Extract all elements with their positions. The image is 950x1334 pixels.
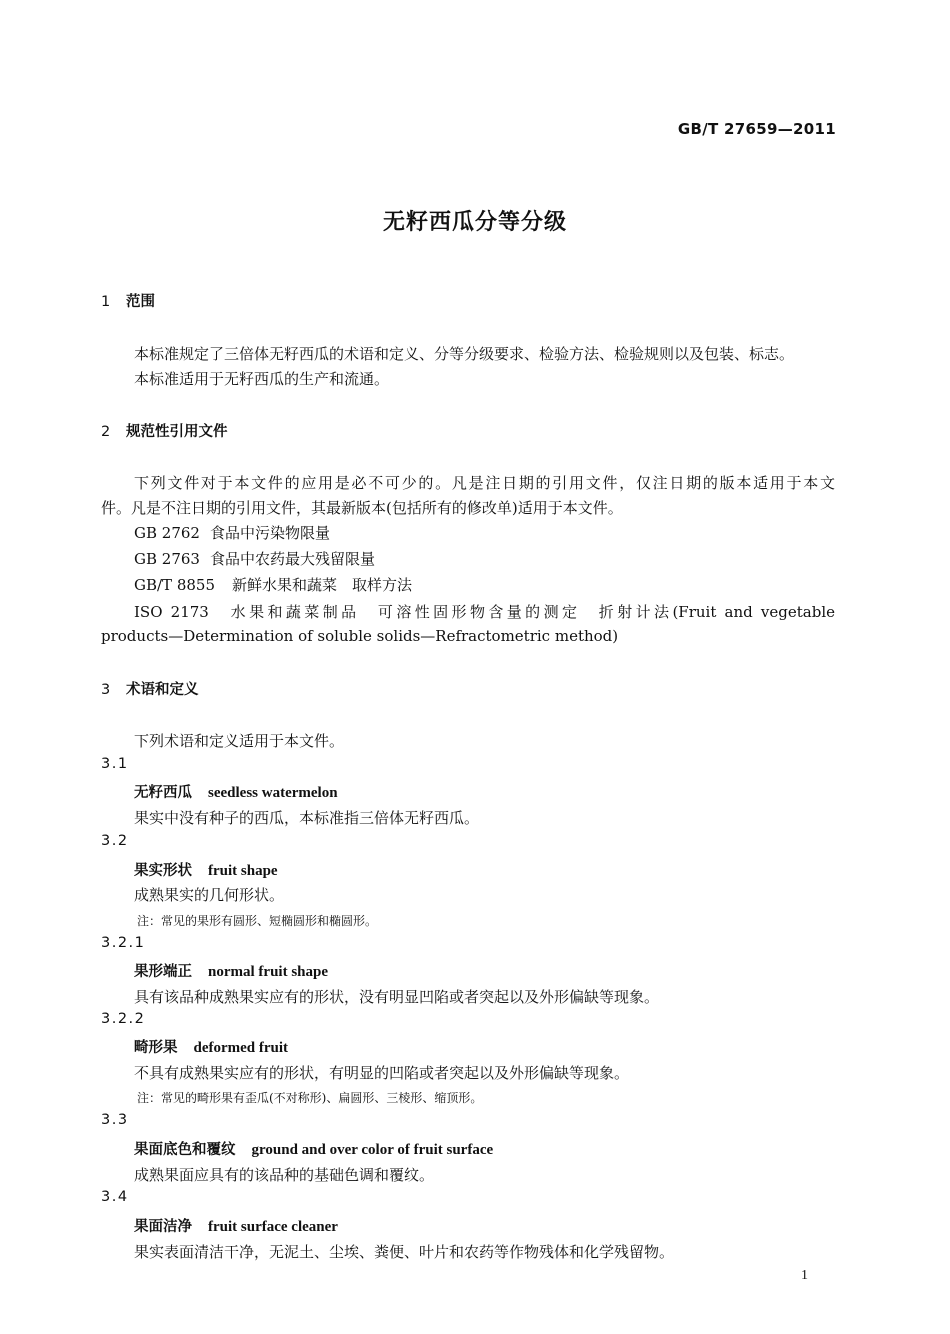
section-number: 3 <box>101 682 111 698</box>
reference-item <box>134 548 375 569</box>
section-1-paragraph-1: 本标准规定了三倍体无籽西瓜的术语和定义、分等分级要求、检验方法、检验规则以及包装、标志。 <box>134 345 795 363</box>
term-chinese: 果面底色和覆纹 <box>134 1142 236 1158</box>
section-title: 规范性引用文件 <box>126 424 228 440</box>
reference-item <box>134 522 330 543</box>
section-number: 1 <box>101 294 111 310</box>
term-heading <box>134 781 338 802</box>
term-chinese: 果形端正 <box>134 964 192 980</box>
term-heading <box>134 960 328 981</box>
term-heading <box>134 1215 338 1236</box>
term-english: fruit surface cleaner <box>208 1219 338 1235</box>
section-title: 术语和定义 <box>126 682 199 698</box>
section-1-paragraph-2: 本标准适用于无籽西瓜的生产和流通。 <box>134 370 390 388</box>
clause-number: 3.3 <box>101 1112 129 1128</box>
clause-number: 3.4 <box>101 1189 129 1205</box>
clause-number: 3.2.2 <box>101 1011 146 1027</box>
term-english: seedless watermelon <box>208 785 338 801</box>
section-number: 2 <box>101 424 111 440</box>
section-2-intro-line-1: 下列文件对于本文件的应用是必不可少的。凡是注日期的引用文件，仅注日期的版本适用于本文 <box>134 474 835 492</box>
term-chinese: 无籽西瓜 <box>134 785 192 801</box>
clause-number: 3.2 <box>101 833 129 849</box>
section-title: 范围 <box>126 294 155 310</box>
section-1-heading <box>101 290 155 311</box>
standard-code: GB/T 27659—2011 <box>677 120 836 138</box>
term-english: fruit shape <box>208 863 278 879</box>
iso-reference-line-2: products—Determination of soluble solids—Refractometric method) <box>101 627 619 645</box>
term-heading <box>134 1138 493 1159</box>
section-3-intro: 下列术语和定义适用于本文件。 <box>134 732 345 750</box>
term-definition: 果实中没有种子的西瓜，本标准指三倍体无籽西瓜。 <box>134 809 480 827</box>
section-2-intro-line-2: 件。凡是不注日期的引用文件，其最新版本(包括所有的修改单)适用于本文件。 <box>101 499 623 517</box>
reference-code: GB/T 8855 <box>134 576 216 594</box>
term-definition: 果实表面清洁干净，无泥土、尘埃、粪便、叶片和农药等作物残体和化学残留物。 <box>134 1243 675 1261</box>
term-definition: 成熟果实的几何形状。 <box>134 886 285 904</box>
reference-title: 食品中污染物限量 <box>210 524 331 542</box>
clause-number: 3.1 <box>101 756 129 772</box>
term-note: 注：常见的畸形果有歪瓜(不对称形)、扁圆形、三棱形、缩顶形。 <box>137 1091 483 1105</box>
term-definition: 不具有成熟果实应有的形状，有明显的凹陷或者突起以及外形偏缺等现象。 <box>134 1064 630 1082</box>
term-english: ground and over color of fruit surface <box>251 1142 494 1158</box>
reference-title: 新鲜水果和蔬菜 取样方法 <box>232 576 413 594</box>
reference-code: GB 2763 <box>134 550 200 568</box>
section-3-heading <box>101 678 199 699</box>
page-number: 1 <box>801 1268 808 1283</box>
term-english: deformed fruit <box>193 1040 289 1056</box>
term-note: 注：常见的果形有圆形、短椭圆形和椭圆形。 <box>137 914 378 928</box>
reference-item <box>134 574 412 595</box>
document-title: 无籽西瓜分等分级 <box>382 210 567 235</box>
term-definition: 成熟果面应具有的该品种的基础色调和覆纹。 <box>134 1166 435 1184</box>
term-chinese: 果实形状 <box>134 863 192 879</box>
term-definition: 具有该品种成熟果实应有的形状，没有明显凹陷或者突起以及外形偏缺等现象。 <box>134 988 660 1006</box>
term-chinese: 畸形果 <box>134 1040 178 1056</box>
section-2-heading <box>101 420 228 441</box>
term-heading <box>134 859 278 880</box>
term-chinese: 果面洁净 <box>134 1219 192 1235</box>
term-heading <box>134 1036 288 1057</box>
clause-number: 3.2.1 <box>101 935 146 951</box>
reference-title: 食品中农药最大残留限量 <box>210 550 376 568</box>
term-english: normal fruit shape <box>208 964 328 980</box>
iso-reference-line-1: ISO 2173 水果和蔬菜制品 可溶性固形物含量的测定 折射计法(Fruit and vegetable <box>134 603 835 621</box>
reference-code: GB 2762 <box>134 524 200 542</box>
